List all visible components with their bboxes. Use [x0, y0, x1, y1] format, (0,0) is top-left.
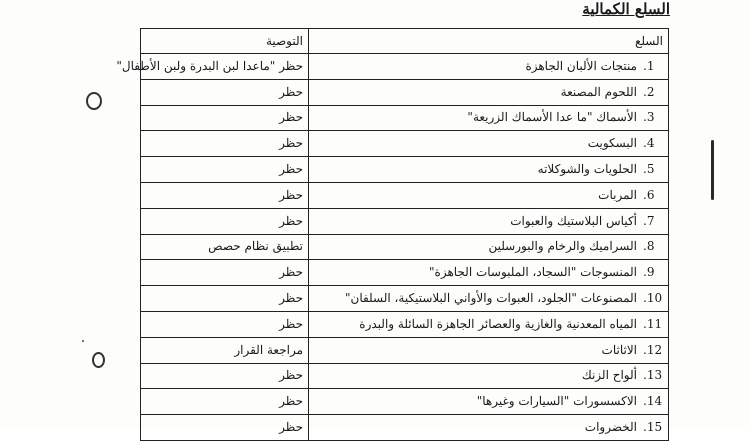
recommendation-cell [141, 260, 309, 286]
recommendation-text: تطبيق نظام حصص [208, 239, 303, 254]
header-items: السلع [309, 29, 669, 54]
recommendation-cell [141, 363, 309, 389]
item-cell [309, 337, 669, 363]
margin-dot-mark [82, 340, 84, 342]
recommendation-cell [141, 337, 309, 363]
item-name: المصنوعات "الجلود، العبوات والأواني البلاستيكية، السلفان" [344, 291, 637, 306]
header-recommendation: التوصية [141, 29, 309, 54]
table-body [116, 54, 669, 441]
recommendation-cell [141, 389, 309, 415]
recommendation-text: حظر [279, 265, 303, 280]
item-number: 5. [643, 162, 655, 177]
recommendation-text: حظر [279, 368, 303, 383]
item-cell [309, 79, 669, 105]
item-name: الخضروات [584, 420, 637, 435]
recommendation-cell [141, 182, 309, 208]
table-row [141, 182, 669, 208]
goods-table [116, 28, 669, 441]
recommendation-cell [141, 415, 309, 441]
item-name: الاكسسورات "السيارات وغيرها" [476, 394, 637, 409]
table-row [141, 157, 669, 183]
item-number: 6. [643, 187, 655, 202]
recommendation-text: حظر [279, 420, 303, 435]
item-name: منتجات الألبان الجاهزة [525, 58, 637, 73]
punch-hole-mark [86, 92, 102, 110]
recommendation-cell [141, 105, 309, 131]
item-name: السراميك والرخام والبورسلين [488, 239, 637, 254]
table-row [141, 389, 669, 415]
recommendation-cell [141, 234, 309, 260]
recommendation-cell [141, 311, 309, 337]
table-row [141, 54, 669, 80]
recommendation-cell [116, 54, 309, 80]
item-number: 8. [643, 239, 655, 254]
item-name: البسكويت [587, 136, 637, 151]
recommendation-cell [141, 208, 309, 234]
table-row [141, 234, 669, 260]
item-number: 7. [643, 213, 655, 228]
table-row [141, 311, 669, 337]
item-cell [309, 131, 669, 157]
item-name: الاثاثات [601, 342, 637, 357]
recommendation-text: حظر [279, 162, 303, 177]
recommendation-text: حظر [279, 394, 303, 409]
item-cell [309, 389, 669, 415]
item-cell [309, 363, 669, 389]
item-number: 2. [643, 84, 655, 99]
item-number: 10. [643, 291, 663, 306]
item-cell [309, 234, 669, 260]
table-row [141, 208, 669, 234]
item-cell [309, 311, 669, 337]
item-number: 14. [643, 394, 663, 409]
item-number: 11. [643, 316, 663, 331]
item-name: ألواح الزنك [581, 368, 637, 383]
table-row [141, 415, 669, 441]
page-edge-mark [711, 140, 714, 200]
item-cell [309, 157, 669, 183]
table-row [141, 131, 669, 157]
punch-hole-mark-2 [92, 352, 105, 368]
item-name: اللحوم المصنعة [560, 84, 637, 99]
item-name: الحلويات والشوكلاته [537, 162, 637, 177]
item-name: أكياس البلاستيك والعبوات [510, 213, 637, 228]
item-cell [309, 182, 669, 208]
item-number: 15. [643, 420, 663, 435]
recommendation-text: حظر [279, 136, 303, 151]
recommendation-cell [141, 79, 309, 105]
item-name: الأسماك "ما عدا الأسماك الزريعة" [467, 110, 637, 125]
item-number: 3. [643, 110, 655, 125]
item-cell [309, 54, 669, 80]
item-number: 4. [643, 136, 655, 151]
recommendation-cell [141, 157, 309, 183]
table-row [141, 260, 669, 286]
recommendation-cell [141, 131, 309, 157]
recommendation-text: حظر [279, 316, 303, 331]
table-row [141, 79, 669, 105]
item-name: المنسوجات "السجاد، الملبوسات الجاهزة" [429, 265, 637, 280]
item-cell [309, 208, 669, 234]
item-cell [309, 286, 669, 312]
item-number: 13. [643, 368, 663, 383]
recommendation-text: حظر [279, 291, 303, 306]
recommendation-text: حظر [279, 110, 303, 125]
table-header-row [141, 29, 669, 54]
recommendation-text: مراجعة القرار [234, 342, 303, 357]
recommendation-text: حظر [279, 84, 303, 99]
table-row [141, 286, 669, 312]
item-name: المربات [598, 187, 637, 202]
table-row [141, 363, 669, 389]
item-number: 1. [643, 58, 655, 73]
document-heading: السلع الكمالية [582, 0, 670, 18]
recommendation-text: حظر [279, 213, 303, 228]
item-number: 12. [643, 342, 663, 357]
table-row [141, 105, 669, 131]
item-cell [309, 415, 669, 441]
recommendation-text: حظر "ماعدا لبن البدرة ولبن الأطفال" [116, 58, 303, 73]
recommendation-text: حظر [279, 187, 303, 202]
item-cell [309, 105, 669, 131]
item-number: 9. [643, 265, 655, 280]
item-cell [309, 260, 669, 286]
table-row [141, 337, 669, 363]
recommendation-cell [141, 286, 309, 312]
item-name: المياه المعدنية والغازية والعصائر الجاهزة السائلة والبدرة [359, 316, 637, 331]
